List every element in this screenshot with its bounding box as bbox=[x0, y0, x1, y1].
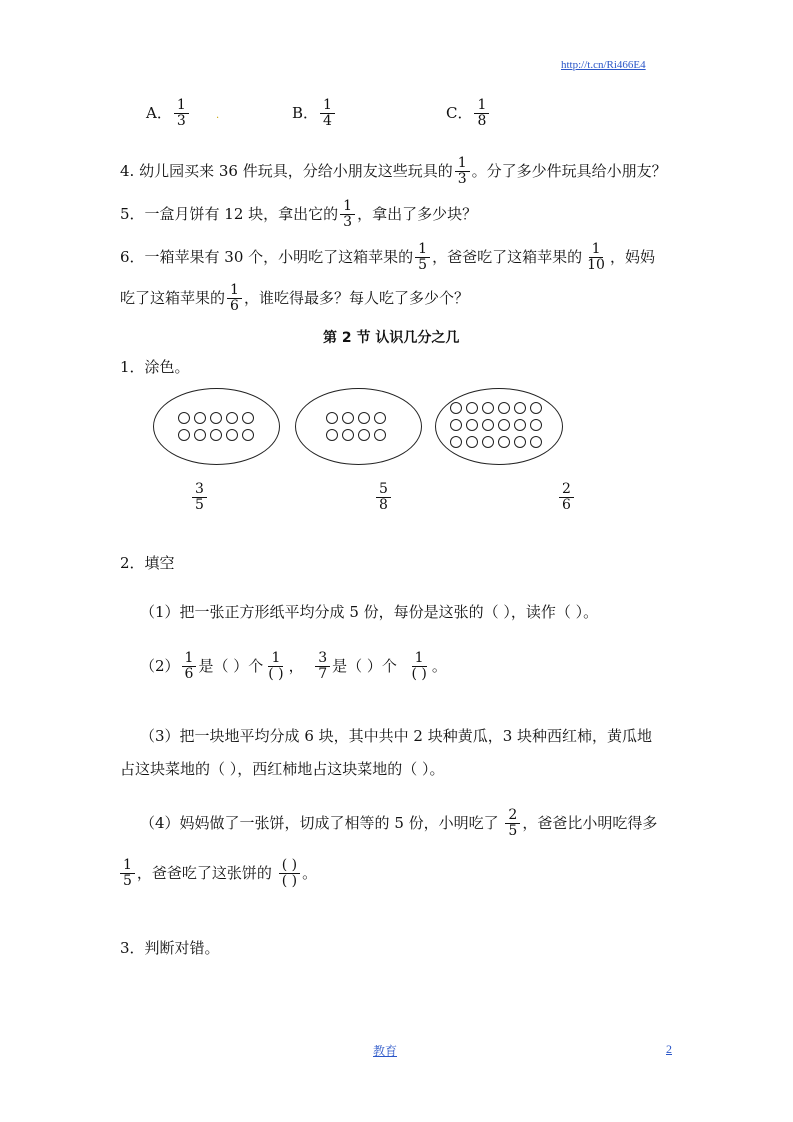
circle-icon bbox=[242, 429, 254, 441]
circle-icon bbox=[530, 436, 542, 448]
circle-icon bbox=[178, 429, 190, 441]
circle-icon bbox=[210, 412, 222, 424]
option-label: B． bbox=[292, 103, 319, 122]
coloring-fraction-1: $\frac{3}{5}$ bbox=[190, 482, 209, 514]
s2-item-4-line-2: $\frac{1}{5}$ ，爸爸吃了这张饼的 $\frac{( )}{( )}$ 。 bbox=[118, 858, 317, 890]
option-b bbox=[292, 98, 337, 130]
circle-icon bbox=[450, 419, 462, 431]
circle-icon bbox=[326, 412, 338, 424]
circle-icon bbox=[358, 412, 370, 424]
oval-2 bbox=[295, 388, 422, 465]
s3-title: 3．判断对错。 bbox=[120, 939, 220, 957]
circle-icon bbox=[466, 419, 478, 431]
fraction: $\frac{1}{3}$ bbox=[340, 199, 355, 231]
circle-icon bbox=[178, 412, 190, 424]
circle-icon bbox=[226, 429, 238, 441]
option-label: A． bbox=[146, 103, 172, 122]
s2-item-2: （2） $\frac{1}{6}$ 是（ ）个 $\frac{1}{( )}$ ， $\frac{3}{7}$ 是（ ）个 $\frac{1}{( )}$ 。 bbox=[140, 650, 447, 683]
circle-icon bbox=[466, 436, 478, 448]
circle-icon bbox=[450, 402, 462, 414]
question-5: 5．一盒月饼有 12 块，拿出它的 $\frac{1}{3}$ ，拿出了多少块？ bbox=[120, 198, 478, 231]
page-number: 2 bbox=[666, 1042, 672, 1056]
option-c bbox=[446, 98, 491, 130]
circle-icon bbox=[482, 419, 494, 431]
option-label: C． bbox=[446, 103, 473, 122]
circle-icon bbox=[482, 402, 494, 414]
circle-icon bbox=[358, 429, 370, 441]
circle-icon bbox=[482, 436, 494, 448]
s1-title: 1．涂色。 bbox=[120, 358, 190, 376]
coloring-fraction-2: $\frac{5}{8}$ bbox=[374, 482, 393, 514]
fraction: $\frac{1}{8}$ bbox=[474, 98, 489, 130]
circle-icon bbox=[374, 412, 386, 424]
option-a bbox=[146, 98, 191, 130]
section-title: 第 2 节 认识几分之几 bbox=[323, 330, 460, 346]
fraction: $\frac{1}{3}$ bbox=[455, 156, 470, 188]
circle-icon bbox=[514, 419, 526, 431]
coloring-fraction-3: $\frac{2}{6}$ bbox=[557, 482, 576, 514]
circle-icon bbox=[210, 429, 222, 441]
circle-icon bbox=[242, 412, 254, 424]
fraction: $\frac{1}{6}$ bbox=[227, 283, 242, 315]
circle-icon bbox=[514, 436, 526, 448]
circle-icon bbox=[342, 412, 354, 424]
circle-icon bbox=[194, 429, 206, 441]
s2-item-1: （1）把一张正方形纸平均分成 5 份，每份是这张的（ ），读作（ ）。 bbox=[140, 603, 599, 621]
fraction: $\frac{1}{4}$ bbox=[320, 98, 335, 130]
s2-item-3-line-2: 占这块菜地的（ ），西红柿地占这块菜地的（ ）。 bbox=[120, 760, 445, 778]
circle-icon bbox=[194, 412, 206, 424]
question-6-line-1: 6．一箱苹果有 30 个，小明吃了这箱苹果的 $\frac{1}{5}$ ，爸爸吃了这箱苹果的 $\frac{1}{10}$ ，妈妈 bbox=[120, 241, 655, 274]
circle-icon bbox=[466, 402, 478, 414]
circle-icon bbox=[498, 419, 510, 431]
question-4: 4. 幼儿园买来 36 件玩具，分给小朋友这些玩具的 $\frac{1}{3}$ 。分了多少件玩具给小朋友？ bbox=[120, 155, 667, 188]
circle-icon bbox=[374, 429, 386, 441]
circle-icon bbox=[530, 419, 542, 431]
oval-1 bbox=[153, 388, 280, 465]
circle-icon bbox=[530, 402, 542, 414]
footer-link[interactable]: 教育 bbox=[373, 1044, 398, 1058]
circle-icon bbox=[326, 429, 338, 441]
fraction: $\frac{1}{3}$ bbox=[174, 98, 189, 130]
s2-title: 2．填空 bbox=[120, 554, 175, 572]
fraction: $\frac{1}{10}$ bbox=[587, 241, 605, 274]
fraction: $\frac{1}{5}$ bbox=[415, 242, 430, 274]
s2-item-3-line-1: （3）把一块地平均分成 6 块，其中共中 2 块种黄瓜，3 块种西红柿，黄瓜地 bbox=[140, 727, 653, 745]
circle-icon bbox=[514, 402, 526, 414]
circle-icon bbox=[498, 436, 510, 448]
s2-item-4-line-1: （4）妈妈做了一张饼，切成了相等的 5 份，小明吃了 $\frac{2}{5}$ ，爸爸比小明吃得多 bbox=[140, 807, 658, 840]
circle-icon bbox=[498, 402, 510, 414]
circle-icon bbox=[226, 412, 238, 424]
circle-icon bbox=[450, 436, 462, 448]
header-link[interactable]: http://t.cn/Ri466E4 bbox=[561, 59, 646, 71]
circle-icon bbox=[342, 429, 354, 441]
yellow-dot-mark: . bbox=[216, 110, 220, 121]
question-6-line-2: 吃了这箱苹果的 $\frac{1}{6}$ ，谁吃得最多？每人吃了多少个？ bbox=[120, 282, 469, 315]
